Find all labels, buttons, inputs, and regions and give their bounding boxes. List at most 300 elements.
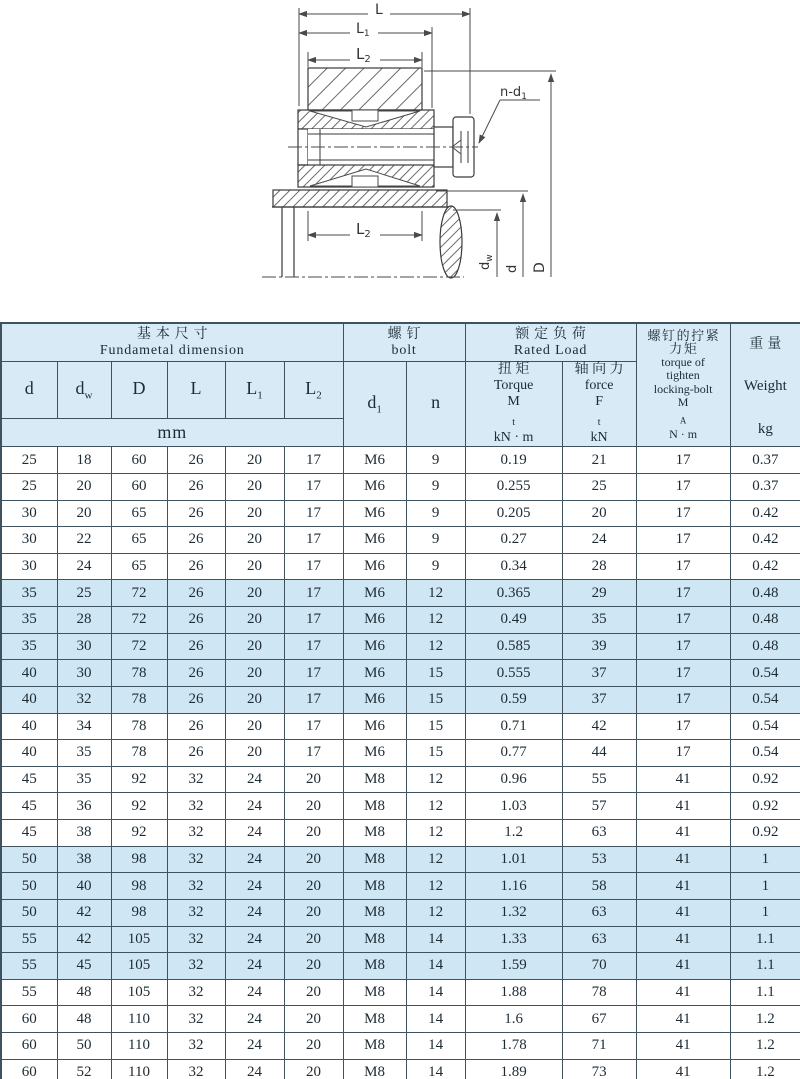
cell: 17	[284, 553, 343, 580]
cell: 26	[167, 447, 225, 474]
cell: 17	[284, 607, 343, 634]
cell: 67	[562, 1006, 636, 1033]
dim-label-nd1: $n-d_1$	[500, 85, 527, 102]
mm-unit-cell: mm	[1, 419, 343, 447]
cell: 32	[167, 793, 225, 820]
cell: 29	[562, 580, 636, 607]
cell: M6	[343, 607, 406, 634]
table-row	[1, 713, 800, 740]
cell: 53	[562, 846, 636, 873]
cell: 1.1	[730, 926, 800, 953]
cell: 110	[111, 1059, 167, 1079]
cell: 9	[406, 553, 465, 580]
cell: 0.54	[730, 686, 800, 713]
cell: 41	[636, 1006, 730, 1033]
cell: 26	[167, 686, 225, 713]
cell: 42	[57, 899, 111, 926]
ma-cn-line1: 螺钉的拧紧	[647, 327, 721, 343]
cell: 17	[636, 633, 730, 660]
cell: 92	[111, 793, 167, 820]
cell: 78	[111, 740, 167, 767]
force-en: force	[584, 377, 614, 393]
cell: 9	[406, 527, 465, 554]
cell: 92	[111, 766, 167, 793]
cell: 28	[57, 607, 111, 634]
cell: 34	[57, 713, 111, 740]
cell: 25	[1, 447, 57, 474]
cell: 17	[636, 686, 730, 713]
column-header-weight	[730, 323, 800, 447]
cell: 26	[167, 660, 225, 687]
cell: 20	[284, 979, 343, 1006]
cell: 20	[225, 633, 284, 660]
cell: 24	[225, 873, 284, 900]
cell: 20	[225, 447, 284, 474]
cell: 24	[225, 1006, 284, 1033]
cell: 17	[284, 447, 343, 474]
cell: 0.205	[465, 500, 562, 527]
cell: 32	[167, 873, 225, 900]
cell: 41	[636, 926, 730, 953]
table-row	[1, 846, 800, 873]
cell: 24	[225, 926, 284, 953]
cell: 20	[225, 580, 284, 607]
cell: 9	[406, 473, 465, 500]
cell: 57	[562, 793, 636, 820]
cell: 24	[562, 527, 636, 554]
cell: 39	[562, 633, 636, 660]
force-symbol: F $_t$	[595, 393, 603, 428]
group-bolt	[343, 323, 465, 361]
ma-en-line1: torque of	[661, 354, 705, 369]
cell: 1.78	[465, 1033, 562, 1060]
group-load-en: Rated Load	[513, 342, 588, 358]
table-row	[1, 580, 800, 607]
cell: M8	[343, 979, 406, 1006]
cell: 50	[1, 899, 57, 926]
table-row	[1, 1006, 800, 1033]
force-unit: kN	[590, 430, 608, 446]
cell: 17	[636, 660, 730, 687]
cell: 58	[562, 873, 636, 900]
cell: M8	[343, 820, 406, 847]
table-row	[1, 899, 800, 926]
cell: 60	[1, 1006, 57, 1033]
cell: 45	[1, 766, 57, 793]
cell: 20	[225, 527, 284, 554]
cell: 17	[636, 500, 730, 527]
cell: M8	[343, 1006, 406, 1033]
cell: 41	[636, 820, 730, 847]
ma-cn-line2: 力矩	[669, 341, 699, 357]
cell: 1.32	[465, 899, 562, 926]
cell: 0.585	[465, 633, 562, 660]
cell: M8	[343, 793, 406, 820]
cell: 60	[1, 1033, 57, 1060]
cell: 1.2	[730, 1006, 800, 1033]
cell: 41	[636, 1033, 730, 1060]
cell: 41	[636, 953, 730, 980]
cell: 26	[167, 473, 225, 500]
cell: 14	[406, 979, 465, 1006]
cell: 72	[111, 633, 167, 660]
cell: 35	[1, 580, 57, 607]
cell: 110	[111, 1033, 167, 1060]
cell: M6	[343, 660, 406, 687]
cell: M8	[343, 899, 406, 926]
cell: M6	[343, 447, 406, 474]
cell: 24	[57, 553, 111, 580]
cell: 17	[284, 527, 343, 554]
cell: 30	[57, 633, 111, 660]
cell: 40	[1, 660, 57, 687]
cell: 25	[1, 473, 57, 500]
cell: 24	[225, 846, 284, 873]
cell: M8	[343, 926, 406, 953]
spec-table	[0, 322, 800, 1079]
cell: 0.555	[465, 660, 562, 687]
table-row	[1, 979, 800, 1006]
cell: 1.2	[465, 820, 562, 847]
cell: 105	[111, 926, 167, 953]
table-row	[1, 873, 800, 900]
cell: 41	[636, 793, 730, 820]
cell: 28	[562, 553, 636, 580]
cell: 14	[406, 1059, 465, 1079]
cell: 105	[111, 979, 167, 1006]
cell: M6	[343, 713, 406, 740]
cell: M6	[343, 500, 406, 527]
cell: 41	[636, 766, 730, 793]
cell: 60	[111, 473, 167, 500]
cell: 20	[225, 500, 284, 527]
cell: 63	[562, 926, 636, 953]
cell: 26	[167, 580, 225, 607]
cell: 20	[57, 473, 111, 500]
cell: 17	[636, 473, 730, 500]
cell: 30	[1, 553, 57, 580]
cell: 20	[225, 553, 284, 580]
table-row	[1, 1033, 800, 1060]
cell: M8	[343, 873, 406, 900]
cell: 1	[730, 899, 800, 926]
cell: 24	[225, 1033, 284, 1060]
cell: M8	[343, 1059, 406, 1079]
cell: 15	[406, 686, 465, 713]
cell: 17	[284, 500, 343, 527]
cell: 65	[111, 527, 167, 554]
cell: 38	[57, 846, 111, 873]
ma-unit: N · m	[669, 426, 698, 441]
weight-en: Weight	[743, 378, 787, 395]
cell: 48	[57, 1006, 111, 1033]
dim-label-d: d	[505, 264, 520, 273]
cell: 52	[57, 1059, 111, 1079]
cell: 41	[636, 873, 730, 900]
cell: 20	[284, 926, 343, 953]
cell: 32	[167, 979, 225, 1006]
cell: 21	[562, 447, 636, 474]
cell: 98	[111, 846, 167, 873]
cell: 32	[167, 820, 225, 847]
cell: 36	[57, 793, 111, 820]
cell: 37	[562, 686, 636, 713]
cell: 1	[730, 846, 800, 873]
cell: 70	[562, 953, 636, 980]
cell: 0.27	[465, 527, 562, 554]
cell: 1.1	[730, 953, 800, 980]
cell: 20	[225, 713, 284, 740]
cell: 20	[284, 1006, 343, 1033]
cell: 0.37	[730, 447, 800, 474]
torque-symbol: M $_t$	[507, 393, 520, 428]
cell: 32	[167, 846, 225, 873]
column-header-n: n	[406, 361, 465, 447]
cell: 1.6	[465, 1006, 562, 1033]
cell: 0.77	[465, 740, 562, 767]
cell: 1.88	[465, 979, 562, 1006]
table-row	[1, 447, 800, 474]
table-row	[1, 740, 800, 767]
cell: M6	[343, 580, 406, 607]
cell: 41	[636, 1059, 730, 1079]
cell: 17	[284, 740, 343, 767]
cell: 32	[167, 953, 225, 980]
cell: 78	[111, 713, 167, 740]
column-header-torque	[465, 361, 562, 447]
cell: 42	[57, 926, 111, 953]
cell: 20	[225, 740, 284, 767]
cell: 17	[284, 686, 343, 713]
cell: 26	[167, 740, 225, 767]
cell: 35	[57, 766, 111, 793]
spec-table-body	[1, 447, 800, 1079]
table-row	[1, 766, 800, 793]
column-header-d: d	[1, 361, 57, 419]
cell: 12	[406, 873, 465, 900]
cell: 41	[636, 846, 730, 873]
torque-cn: 扭矩	[497, 361, 533, 377]
cell: 35	[562, 607, 636, 634]
table-row	[1, 660, 800, 687]
column-header-force	[562, 361, 636, 447]
cell: 17	[636, 580, 730, 607]
cell: 14	[406, 926, 465, 953]
column-header-L2: $L_2$	[284, 361, 343, 419]
cell: 12	[406, 793, 465, 820]
cell: 15	[406, 740, 465, 767]
cell: 32	[167, 926, 225, 953]
group-basic-cn: 基本尺寸	[136, 326, 213, 342]
cell: 0.42	[730, 553, 800, 580]
cell: 17	[636, 527, 730, 554]
assembly-drawing-svg	[0, 0, 800, 322]
cell: 22	[57, 527, 111, 554]
cell: 0.54	[730, 740, 800, 767]
cell: 12	[406, 766, 465, 793]
cell: 12	[406, 580, 465, 607]
cell: 78	[111, 660, 167, 687]
cell: M8	[343, 953, 406, 980]
cell: 17	[636, 553, 730, 580]
cell: 17	[284, 660, 343, 687]
cell: 50	[57, 1033, 111, 1060]
cell: 1.03	[465, 793, 562, 820]
cell: 41	[636, 979, 730, 1006]
cell: 55	[1, 926, 57, 953]
weight-unit: kg	[757, 420, 773, 437]
cell: 1	[730, 873, 800, 900]
cell: 105	[111, 953, 167, 980]
cell: 17	[284, 580, 343, 607]
cell: 20	[225, 660, 284, 687]
torque-unit: kN · m	[493, 430, 534, 446]
cell: 26	[167, 713, 225, 740]
group-basic-en: Fundametal dimension	[99, 342, 245, 358]
cell: 1.89	[465, 1059, 562, 1079]
cell: 0.54	[730, 713, 800, 740]
cell: 20	[284, 899, 343, 926]
cell: M8	[343, 1033, 406, 1060]
cell: 20	[57, 500, 111, 527]
cell: 0.54	[730, 660, 800, 687]
ma-en-line3: locking-bolt	[653, 381, 713, 396]
cell: 78	[562, 979, 636, 1006]
group-rated-load	[465, 323, 636, 361]
cell: 60	[1, 1059, 57, 1079]
cell: 0.255	[465, 473, 562, 500]
cell: 30	[1, 527, 57, 554]
dim-label-l1: $L_1$	[356, 21, 370, 39]
cell: 14	[406, 1006, 465, 1033]
cell: 0.42	[730, 527, 800, 554]
cell: M6	[343, 553, 406, 580]
cell: 63	[562, 820, 636, 847]
header-group-row	[1, 323, 800, 361]
column-header-D: D	[111, 361, 167, 419]
cell: 50	[1, 873, 57, 900]
cell: 37	[562, 660, 636, 687]
cell: 24	[225, 899, 284, 926]
table-row	[1, 953, 800, 980]
cell: 41	[636, 899, 730, 926]
cell: 0.49	[465, 607, 562, 634]
cell: 0.48	[730, 607, 800, 634]
cell: 20	[225, 473, 284, 500]
cell: 98	[111, 873, 167, 900]
assembly-drawing	[0, 0, 800, 322]
cell: 20	[284, 846, 343, 873]
cell: M6	[343, 473, 406, 500]
cell: M8	[343, 766, 406, 793]
cell: 48	[57, 979, 111, 1006]
cell: 12	[406, 899, 465, 926]
cell: 12	[406, 633, 465, 660]
cell: 1.59	[465, 953, 562, 980]
cell: 12	[406, 820, 465, 847]
cell: 1.2	[730, 1033, 800, 1060]
cell: 40	[1, 740, 57, 767]
cell: 32	[167, 1006, 225, 1033]
cell: 24	[225, 766, 284, 793]
cell: 32	[167, 1059, 225, 1079]
cell: 40	[1, 713, 57, 740]
cell: 17	[284, 473, 343, 500]
cell: 0.59	[465, 686, 562, 713]
cell: 72	[111, 607, 167, 634]
cell: 20	[284, 953, 343, 980]
ma-en-line2: tighten	[666, 368, 700, 383]
weight-cn: 重量	[749, 336, 786, 352]
cell: 44	[562, 740, 636, 767]
cell: 17	[636, 447, 730, 474]
cell: 32	[167, 899, 225, 926]
cell: 55	[1, 979, 57, 1006]
cell: 12	[406, 607, 465, 634]
table-row	[1, 926, 800, 953]
cell: 0.92	[730, 766, 800, 793]
cell: M6	[343, 633, 406, 660]
cell: 35	[57, 740, 111, 767]
cell: 9	[406, 447, 465, 474]
cell: 32	[167, 766, 225, 793]
cell: 0.71	[465, 713, 562, 740]
cell: 55	[562, 766, 636, 793]
cell: M6	[343, 740, 406, 767]
dim-label-l2-top: $L_2$	[356, 45, 371, 65]
table-row	[1, 527, 800, 554]
cell: 40	[1, 686, 57, 713]
cell: 45	[1, 820, 57, 847]
torque-en: Torque	[493, 377, 534, 393]
table-row	[1, 1059, 800, 1079]
column-header-d1: $d_1$	[343, 361, 406, 447]
cell: 26	[167, 553, 225, 580]
group-basic-dimension	[1, 323, 343, 361]
table-row	[1, 607, 800, 634]
table-row	[1, 500, 800, 527]
cell: 24	[225, 953, 284, 980]
cell: M8	[343, 846, 406, 873]
cell: 25	[57, 580, 111, 607]
cell: 0.37	[730, 473, 800, 500]
cell: 15	[406, 660, 465, 687]
cell: 65	[111, 500, 167, 527]
cell: 17	[636, 740, 730, 767]
cell: 63	[562, 899, 636, 926]
cell: 35	[1, 633, 57, 660]
cell: 24	[225, 793, 284, 820]
cell: 71	[562, 1033, 636, 1060]
cell: 45	[1, 793, 57, 820]
cell: 17	[636, 607, 730, 634]
cell: 20	[284, 873, 343, 900]
table-row	[1, 633, 800, 660]
cell: 20	[284, 793, 343, 820]
cell: 24	[225, 820, 284, 847]
cell: 45	[57, 953, 111, 980]
cell: 1.01	[465, 846, 562, 873]
force-cn: 轴向力	[574, 361, 628, 377]
group-bolt-en: bolt	[391, 342, 417, 358]
cell: 14	[406, 953, 465, 980]
cell: 110	[111, 1006, 167, 1033]
cell: 0.92	[730, 820, 800, 847]
cell: 35	[1, 607, 57, 634]
cell: 0.48	[730, 633, 800, 660]
table-row	[1, 686, 800, 713]
table-row	[1, 473, 800, 500]
